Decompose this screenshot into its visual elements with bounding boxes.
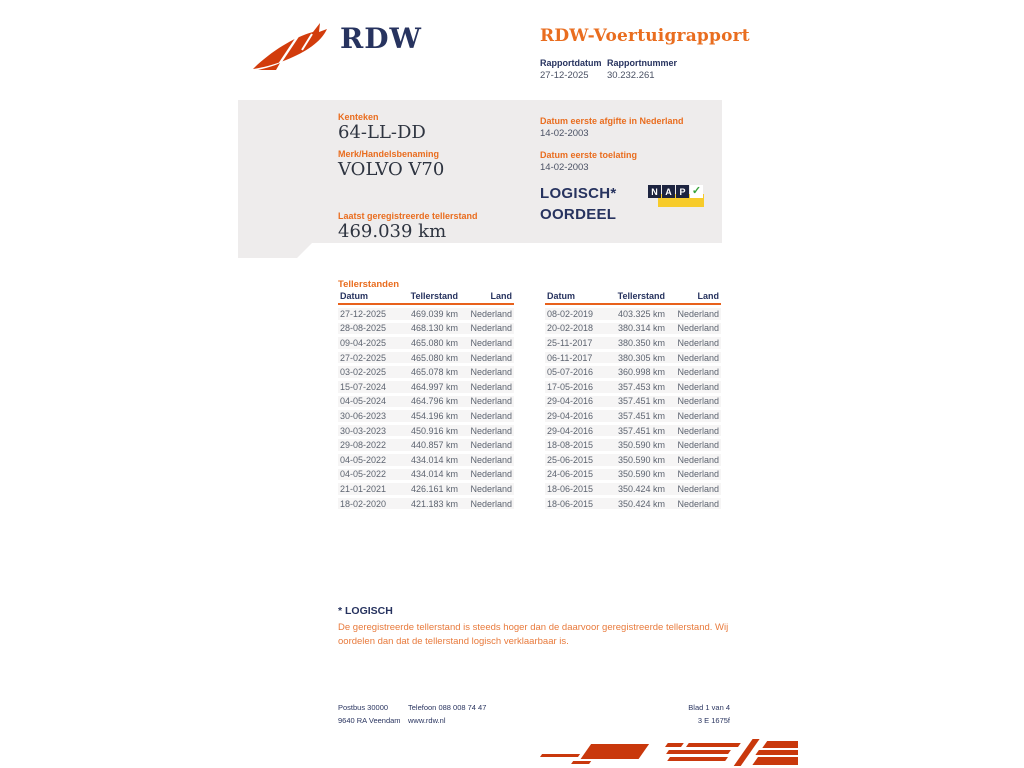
report-number-value: 30.232.261 (607, 70, 655, 81)
table-cell: 18-06-2015 (547, 483, 594, 494)
table-cell: 30-03-2023 (340, 425, 387, 436)
afgifte-value: 14-02-2003 (540, 128, 589, 139)
table-row (545, 483, 721, 495)
table-row (338, 469, 514, 481)
table-cell: Nederland (677, 323, 719, 334)
table-row (545, 352, 721, 364)
table-cell: 426.161 km (410, 483, 458, 494)
table-cell: 380.305 km (617, 352, 665, 363)
odometer-table-left (338, 291, 514, 509)
table-row (338, 337, 514, 349)
table-cell: Nederland (470, 352, 512, 363)
table-cell: 18-08-2015 (547, 440, 594, 451)
table-cell: 357.451 km (617, 396, 665, 407)
table-cell: 403.325 km (617, 308, 665, 319)
table-cell: Nederland (470, 498, 512, 509)
judgement-title: * LOGISCH (338, 605, 393, 617)
table-cell: 18-02-2020 (340, 498, 387, 509)
table-cell: Nederland (677, 367, 719, 378)
table-cell: 350.424 km (617, 498, 665, 509)
toelating-label: Datum eerste toelating (540, 150, 638, 160)
kenteken-label: Kenteken (338, 112, 379, 122)
nap-letter-n: N (648, 185, 661, 198)
table-cell: 04-05-2022 (340, 469, 387, 480)
column-header-land: Land (490, 291, 512, 301)
rdw-stripes-graphic (536, 737, 798, 768)
table-cell: 450.916 km (410, 425, 458, 436)
table-cell: Nederland (677, 410, 719, 421)
table-cell: 05-07-2016 (547, 367, 594, 378)
table-cell: Nederland (677, 381, 719, 392)
table-cell: 28-08-2025 (340, 323, 387, 334)
table-cell: 380.350 km (617, 337, 665, 348)
table-cell: 29-08-2022 (340, 440, 387, 451)
table-cell: 15-07-2024 (340, 381, 387, 392)
table-cell: Nederland (470, 454, 512, 465)
toelating-value: 14-02-2003 (540, 162, 589, 173)
table-cell: 454.196 km (410, 410, 458, 421)
table-cell: Nederland (677, 308, 719, 319)
footer-form-number: 3 E 1675f (697, 716, 730, 725)
footer-address-line2: 9640 RA Veendam (338, 716, 401, 725)
table-cell: 20-02-2018 (547, 323, 594, 334)
table-cell: Nederland (677, 425, 719, 436)
table-row (545, 498, 721, 510)
nap-checkmark-icon: ✓ (691, 185, 702, 197)
table-cell: Nederland (470, 469, 512, 480)
table-header (545, 291, 721, 305)
footer-address-line1: Postbus 30000 (338, 703, 389, 712)
nap-letter-p: P (676, 185, 689, 198)
table-cell: 357.451 km (617, 410, 665, 421)
table-cell: Nederland (470, 410, 512, 421)
table-row (338, 381, 514, 393)
table-row (545, 308, 721, 320)
nap-letter-a: A (662, 185, 675, 198)
merk-label: Merk/Handelsbenaming (338, 149, 440, 159)
table-row (338, 366, 514, 378)
table-cell: 09-04-2025 (340, 337, 387, 348)
table-cell: 29-04-2016 (547, 396, 594, 407)
table-cell: Nederland (470, 396, 512, 407)
footer-page-number: Blad 1 van 4 (688, 703, 730, 712)
table-cell: Nederland (470, 381, 512, 392)
table-cell: 465.080 km (410, 337, 458, 348)
table-cell: 350.590 km (617, 440, 665, 451)
table-cell: 30-06-2023 (340, 410, 387, 421)
table-row (338, 454, 514, 466)
table-row (545, 469, 721, 481)
footer-phone: Telefoon 088 008 74 47 (408, 703, 487, 712)
kenteken-value: 64-LL-DD (338, 122, 426, 143)
table-cell: Nederland (470, 440, 512, 451)
afgifte-label: Datum eerste afgifte in Nederland (540, 116, 684, 126)
column-header-tellerstand: Tellerstand (410, 291, 458, 301)
column-header-land: Land (697, 291, 719, 301)
page-title: RDW-Voertuigrapport (540, 26, 750, 46)
table-cell: Nederland (470, 323, 512, 334)
report-date-label: Rapportdatum (540, 58, 602, 68)
tables-heading: Tellerstanden (338, 279, 400, 290)
table-cell: 350.590 km (617, 469, 665, 480)
oordeel-line2: OORDEEL (540, 206, 617, 223)
table-cell: Nederland (470, 483, 512, 494)
table-cell: 08-02-2019 (547, 308, 594, 319)
table-cell: 03-02-2025 (340, 367, 387, 378)
table-cell: 357.451 km (617, 425, 665, 436)
table-row (338, 483, 514, 495)
table-body (338, 308, 514, 509)
report-date-value: 27-12-2025 (540, 70, 589, 81)
table-row (545, 366, 721, 378)
table-cell: 357.453 km (617, 381, 665, 392)
column-header-datum: Datum (547, 291, 576, 301)
table-cell: Nederland (677, 483, 719, 494)
table-cell: 27-02-2025 (340, 352, 387, 363)
oordeel-line1: LOGISCH* (540, 185, 617, 202)
column-header-tellerstand: Tellerstand (617, 291, 665, 301)
table-cell: 434.014 km (410, 454, 458, 465)
table-cell: Nederland (470, 308, 512, 319)
table-cell: Nederland (677, 440, 719, 451)
odometer-table-right (545, 291, 721, 509)
table-header (338, 291, 514, 305)
report-number-label: Rapportnummer (607, 58, 678, 68)
table-cell: 27-12-2025 (340, 308, 387, 319)
column-header-datum: Datum (340, 291, 369, 301)
table-cell: Nederland (677, 498, 719, 509)
table-cell: Nederland (677, 454, 719, 465)
table-row (545, 337, 721, 349)
table-cell: 06-11-2017 (547, 352, 593, 363)
table-cell: Nederland (470, 337, 512, 348)
table-cell: 465.078 km (410, 367, 458, 378)
table-cell: Nederland (470, 367, 512, 378)
table-cell: Nederland (470, 425, 512, 436)
table-cell: Nederland (677, 352, 719, 363)
table-cell: 25-11-2017 (547, 337, 593, 348)
table-row (338, 498, 514, 510)
table-cell: 21-01-2021 (340, 483, 387, 494)
infobox-corner-tab (238, 243, 312, 258)
rdw-wordmark: RDW (340, 22, 422, 55)
table-cell: 440.857 km (410, 440, 458, 451)
tellerstand-label: Laatst geregistreerde tellerstand (338, 211, 478, 221)
table-row (338, 308, 514, 320)
table-cell: 29-04-2016 (547, 410, 594, 421)
table-row (545, 439, 721, 451)
table-cell: 468.130 km (410, 323, 458, 334)
table-cell: 04-05-2024 (340, 396, 387, 407)
table-body (545, 308, 721, 509)
table-row (338, 323, 514, 335)
table-cell: Nederland (677, 337, 719, 348)
table-cell: Nederland (677, 396, 719, 407)
table-row (545, 323, 721, 335)
table-cell: 464.796 km (410, 396, 458, 407)
table-cell: 360.998 km (617, 367, 665, 378)
table-row (338, 439, 514, 451)
table-cell: 17-05-2016 (547, 381, 594, 392)
table-cell: 18-06-2015 (547, 498, 594, 509)
table-cell: 434.014 km (410, 469, 458, 480)
table-row (338, 410, 514, 422)
table-cell: 464.997 km (410, 381, 458, 392)
table-cell: 465.080 km (410, 352, 458, 363)
table-row (545, 381, 721, 393)
table-row (545, 454, 721, 466)
table-row (338, 352, 514, 364)
table-cell: 350.590 km (617, 454, 665, 465)
table-cell: 421.183 km (410, 498, 458, 509)
table-row (338, 396, 514, 408)
table-cell: Nederland (677, 469, 719, 480)
table-cell: 25-06-2015 (547, 454, 594, 465)
vehicle-info-box (238, 100, 722, 243)
table-cell: 29-04-2016 (547, 425, 594, 436)
footer-website: www.rdw.nl (408, 716, 446, 725)
table-row (545, 410, 721, 422)
tellerstand-value: 469.039 km (338, 221, 447, 242)
table-cell: 469.039 km (410, 308, 458, 319)
rdw-logo-wing-icon (250, 22, 334, 72)
table-cell: 350.424 km (617, 483, 665, 494)
nap-logo (648, 185, 706, 211)
table-row (545, 425, 721, 437)
table-cell: 380.314 km (617, 323, 665, 334)
table-cell: 04-05-2022 (340, 454, 387, 465)
merk-value: VOLVO V70 (338, 159, 445, 180)
judgement-text: De geregistreerde tellerstand is steeds hoger dan de daarvoor geregistreerde tellerstand. Wij oordelen dan dat de tellerstand logisch verklaarbaar is. (338, 622, 729, 647)
table-row (545, 396, 721, 408)
table-cell: 24-06-2015 (547, 469, 594, 480)
table-row (338, 425, 514, 437)
